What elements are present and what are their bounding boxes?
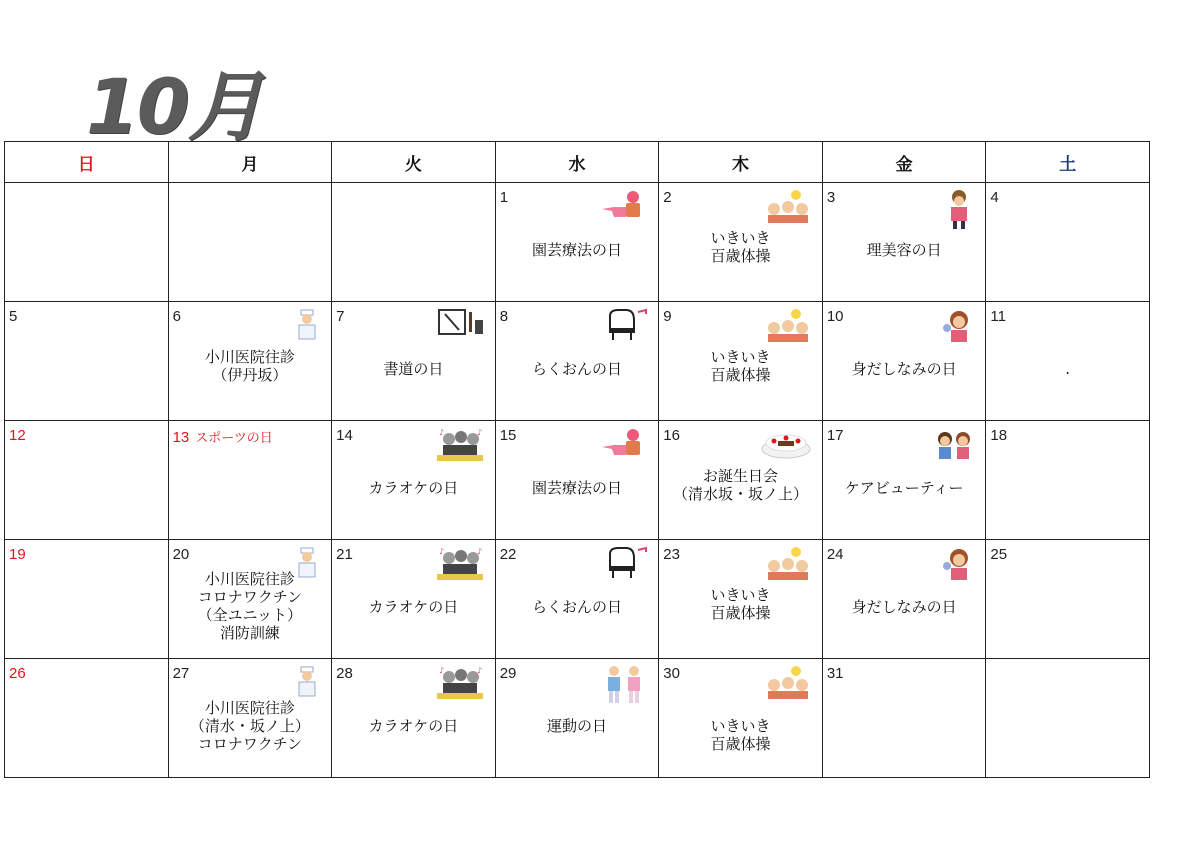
day-cell-27 [168, 659, 332, 778]
svg-text:♪: ♪ [476, 666, 482, 675]
elderly-group-icon [764, 189, 812, 227]
day-number: 28 [336, 665, 353, 682]
day-cell-26 [5, 659, 169, 778]
day-number: 22 [499, 546, 517, 563]
day-number: 26 [9, 665, 26, 682]
calligraphy-icon [437, 308, 485, 340]
day-cell-24 [822, 540, 986, 659]
beauty-care-icon [933, 427, 975, 463]
event-label: 運動の日 [546, 717, 607, 735]
day-cell-5 [5, 302, 169, 421]
day-cell-17 [822, 421, 986, 540]
event-label: カラオケの日 [368, 479, 459, 497]
day-number: 2 [663, 189, 672, 206]
piano-icon [608, 546, 648, 584]
event-label: 書道の日 [383, 360, 444, 378]
weekday-fri: 金 [822, 142, 986, 183]
day-number: 8 [499, 308, 509, 325]
empty-cell [168, 183, 332, 302]
day-number-holiday [173, 427, 273, 446]
weekday-wed: 水 [495, 142, 659, 183]
empty-cell [5, 183, 169, 302]
elderly-group-icon [764, 546, 812, 584]
day-cell-6 [168, 302, 332, 421]
exercise-icon [602, 665, 648, 707]
day-number: 20 [172, 546, 190, 563]
event-label: いきいき 百歳体操 [710, 229, 771, 265]
weekday-tue: 火 [332, 142, 496, 183]
watering-can-flower-icon [600, 189, 648, 225]
event-label: . [1065, 360, 1071, 378]
event-label: 小川医院往診 コロナワクチン （全ユニット） 消防訓練 [197, 570, 303, 642]
weekday-header-row [5, 142, 1150, 183]
day-cell-20 [168, 540, 332, 659]
weekday-sat: 土 [986, 142, 1150, 183]
day-cell-28 [332, 659, 496, 778]
birthday-cake-icon [760, 427, 812, 463]
day-cell-4 [986, 183, 1150, 302]
day-cell-2 [659, 183, 823, 302]
svg-text:♪: ♪ [438, 547, 444, 556]
weekday-sun: 日 [5, 142, 169, 183]
event-label: いきいき 百歳体操 [710, 717, 771, 753]
day-cell-11 [986, 302, 1150, 421]
elderly-group-icon [764, 665, 812, 703]
day-cell-19 [5, 540, 169, 659]
day-number: 12 [9, 427, 26, 444]
day-cell-18 [986, 421, 1150, 540]
day-cell-16 [659, 421, 823, 540]
day-number: 14 [336, 427, 353, 444]
event-label: お誕生日会 （清水坂・坂ノ上） [673, 467, 809, 503]
day-cell-14 [332, 421, 496, 540]
day-number: 16 [663, 427, 680, 444]
svg-text:♪: ♪ [476, 547, 482, 556]
day-number: 13 [172, 429, 190, 446]
day-number: 7 [336, 308, 345, 325]
day-number: 9 [663, 308, 672, 325]
day-number: 11 [990, 308, 1006, 325]
day-cell-29 [495, 659, 659, 778]
day-number: 24 [826, 546, 844, 563]
empty-cell [332, 183, 496, 302]
day-cell-7 [332, 302, 496, 421]
week-row [5, 659, 1150, 778]
svg-text:♪: ♪ [476, 428, 482, 437]
day-number: 23 [663, 546, 680, 563]
event-label: らくおんの日 [531, 360, 622, 378]
day-number: 15 [499, 427, 517, 444]
weekday-thu: 木 [659, 142, 823, 183]
event-label: 身だしなみの日 [851, 598, 957, 616]
svg-text:♪: ♪ [438, 428, 444, 437]
day-number: 10 [826, 308, 844, 325]
nurse-icon [291, 308, 321, 346]
karaoke-icon [435, 665, 485, 705]
week-row [5, 421, 1150, 540]
weekday-mon: 月 [168, 142, 332, 183]
day-cell-10 [822, 302, 986, 421]
day-number: 17 [826, 427, 844, 444]
day-cell-22 [495, 540, 659, 659]
event-label: 小川医院往診 （伊丹坂） [204, 348, 295, 384]
event-label: カラオケの日 [368, 598, 459, 616]
day-number: 6 [172, 308, 181, 325]
day-cell-30 [659, 659, 823, 778]
day-number: 5 [9, 308, 18, 325]
event-label: いきいき 百歳体操 [710, 586, 771, 622]
day-cell-31 [822, 659, 986, 778]
grooming-woman-icon [941, 546, 975, 584]
week-row [5, 540, 1150, 659]
watering-can-flower-icon [600, 427, 648, 463]
event-label: いきいき 百歳体操 [710, 348, 771, 384]
event-label: カラオケの日 [368, 717, 459, 735]
event-label: らくおんの日 [531, 598, 622, 616]
day-cell-1 [495, 183, 659, 302]
day-number: 29 [499, 665, 517, 682]
day-cell-25 [986, 540, 1150, 659]
day-number: 19 [9, 546, 26, 563]
day-cell-12 [5, 421, 169, 540]
week-row [5, 302, 1150, 421]
karaoke-icon [435, 546, 485, 586]
calendar-table [4, 141, 1150, 778]
event-label: 理美容の日 [866, 241, 942, 259]
event-label: 小川医院往診 （清水・坂ノ上） コロナワクチン [189, 699, 310, 753]
event-label: 園芸療法の日 [531, 241, 622, 259]
day-number: 30 [663, 665, 680, 682]
day-cell-21 [332, 540, 496, 659]
day-cell-15 [495, 421, 659, 540]
day-cell-13 [168, 421, 332, 540]
day-cell-8 [495, 302, 659, 421]
day-number: 25 [990, 546, 1008, 563]
elderly-group-icon [764, 308, 812, 346]
svg-text:♪: ♪ [438, 666, 444, 675]
grooming-woman-icon [941, 308, 975, 346]
event-label: ケアビューティー [844, 479, 964, 497]
hairdresser-icon [941, 189, 975, 233]
month-title: 10月 [86, 62, 262, 151]
event-label: 園芸療法の日 [531, 479, 622, 497]
day-number: 3 [826, 189, 836, 206]
day-number: 4 [990, 189, 999, 206]
day-number: 18 [990, 427, 1008, 444]
day-cell-23 [659, 540, 823, 659]
day-cell-3 [822, 183, 986, 302]
nurse-icon [291, 665, 321, 703]
day-cell-9 [659, 302, 823, 421]
day-number: 31 [826, 665, 844, 682]
empty-cell [986, 659, 1150, 778]
day-number: 1 [499, 189, 509, 206]
holiday-label: スポーツの日 [195, 430, 273, 445]
day-number: 21 [336, 546, 353, 563]
day-number: 27 [172, 665, 190, 682]
event-label: 身だしなみの日 [851, 360, 957, 378]
karaoke-icon [435, 427, 485, 467]
week-row [5, 183, 1150, 302]
piano-icon [608, 308, 648, 346]
